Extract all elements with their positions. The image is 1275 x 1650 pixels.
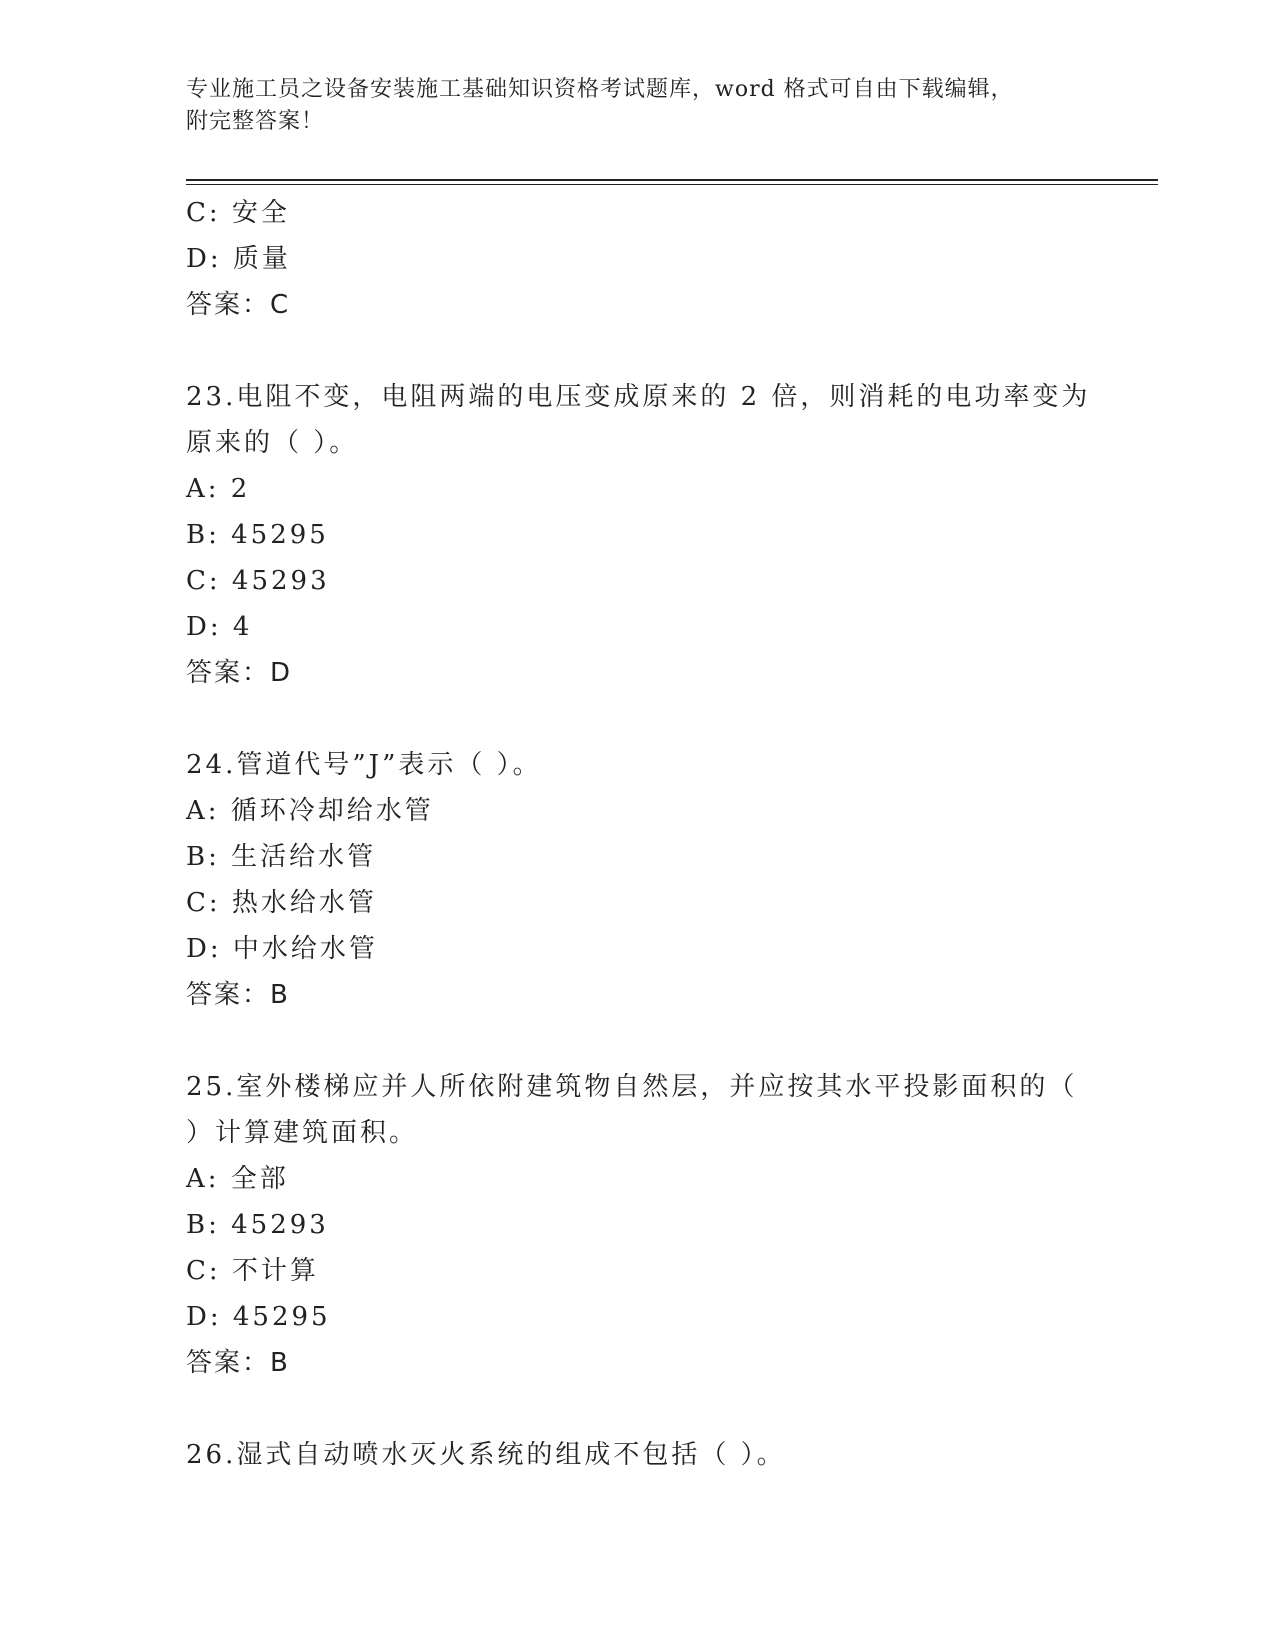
- header-divider-thin: [186, 184, 1158, 185]
- option-c: C: 安全: [186, 198, 290, 228]
- option-c: C: 45293: [186, 566, 330, 596]
- option-b: B: 45293: [186, 1210, 329, 1240]
- question-stem: 24.管道代号”J”表示（ ）。: [186, 750, 542, 780]
- option-b: B: 45295: [186, 520, 329, 550]
- header-line-2: 附完整答案！: [186, 109, 325, 134]
- option-d: D: 4: [186, 612, 253, 642]
- question-24: [186, 742, 1086, 1018]
- answer-label: 答案：B: [186, 980, 290, 1010]
- option-a: A: 全部: [186, 1164, 289, 1194]
- answer-label: 答案：D: [186, 658, 293, 688]
- question-22-continued: [186, 190, 1086, 328]
- question-25: [186, 1064, 1086, 1386]
- question-stem: 26.湿式自动喷水灭火系统的组成不包括（ ）。: [186, 1440, 786, 1470]
- header-line-1: 专业施工员之设备安装施工基础知识资格考试题库，word 格式可自由下载编辑，: [186, 77, 1014, 102]
- option-a: A: 2: [186, 474, 251, 504]
- document-header: [186, 74, 1066, 138]
- question-23: [186, 374, 1091, 696]
- option-b: B: 生活给水管: [186, 842, 377, 872]
- header-divider-thick: [186, 179, 1158, 181]
- answer-label: 答案：C: [186, 290, 291, 320]
- option-d: D: 45295: [186, 1302, 331, 1332]
- answer-label: 答案：B: [186, 1348, 290, 1378]
- option-a: A: 循环冷却给水管: [186, 796, 434, 826]
- question-stem: 25.室外楼梯应并人所依附建筑物自然层，并应按其水平投影面积的（: [186, 1072, 1078, 1102]
- question-stem: 23.电阻不变，电阻两端的电压变成原来的 2 倍，则消耗的电功率变为: [186, 382, 1091, 412]
- option-c: C: 热水给水管: [186, 888, 377, 918]
- option-c: C: 不计算: [186, 1256, 319, 1286]
- option-d: D: 质量: [186, 244, 291, 274]
- question-stem: 原来的（ ）。: [186, 428, 359, 458]
- option-d: D: 中水给水管: [186, 934, 378, 964]
- question-stem: ）计算建筑面积。: [186, 1118, 419, 1148]
- question-26: [186, 1432, 1086, 1478]
- question-list: [186, 190, 1091, 1478]
